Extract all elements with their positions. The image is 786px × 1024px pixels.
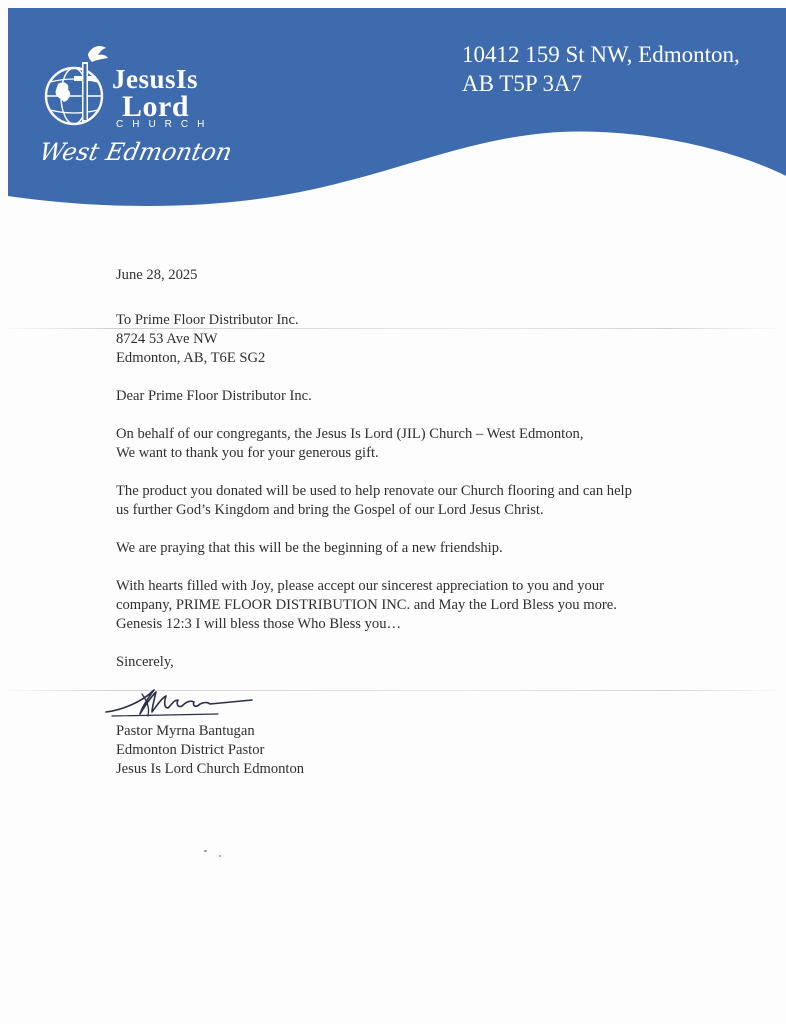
address-line-2: AB T5P 3A7 [462, 71, 583, 96]
letter-body [116, 266, 716, 779]
paragraph-line: We are praying that this will be the beginning of a new friendship. [116, 540, 503, 556]
paragraph-line: We want to thank you for your generous gift. [116, 445, 379, 461]
recipient-line: 8724 53 Ave NW [116, 331, 218, 347]
logo-text-lord: Lord [122, 90, 190, 123]
closing-word: Sincerely, [116, 654, 174, 670]
globe-cross-dove-icon [40, 40, 120, 140]
paragraph-line: The product you donated will be used to help renovate our Church flooring and can help [116, 483, 632, 499]
paragraph-line: us further God’s Kingdom and bring the Gospel of our Lord Jesus Christ. [116, 502, 544, 518]
signature [116, 672, 716, 722]
handwritten-signature-icon [102, 682, 262, 722]
body-paragraph [116, 577, 716, 634]
salutation: Dear Prime Floor Distributor Inc. [116, 388, 312, 404]
signer-title: Edmonton District Pastor [116, 742, 265, 758]
logo-text-church: CHURCH [116, 119, 214, 130]
paragraph-line: Genesis 12:3 I will bless those Who Bless you… [116, 616, 402, 632]
signer-block [116, 722, 716, 779]
paragraph-line: company, PRIME FLOOR DISTRIBUTION INC. and May the Lord Bless you more. [116, 597, 617, 613]
body-paragraph [116, 425, 716, 463]
church-logo [37, 40, 240, 180]
closing [116, 653, 716, 672]
scan-speck [204, 850, 207, 852]
signer-name: Pastor Myrna Bantugan [116, 723, 255, 739]
body-paragraph [116, 539, 716, 558]
logo-branch-script: West Edmonton [37, 138, 235, 166]
letter-date: June 28, 2025 [116, 267, 198, 283]
paragraph-line: With hearts filled with Joy, please accept our sincerest appreciation to you and your [116, 578, 605, 594]
recipient-line: To Prime Floor Distributor Inc. [116, 312, 299, 328]
scan-speck [219, 855, 221, 857]
logo-text-jesus-is: JesusIs [112, 64, 199, 94]
address-line-1: 10412 159 St NW, Edmonton, [462, 42, 740, 67]
paragraph-line: On behalf of our congregants, the Jesus Is Lord (JIL) Church – West Edmonton, [116, 426, 584, 442]
signer-organization: Jesus Is Lord Church Edmonton [116, 761, 305, 777]
recipient-address [116, 311, 716, 368]
church-address [462, 40, 740, 98]
recipient-line: Edmonton, AB, T6E SG2 [116, 350, 266, 366]
body-paragraph [116, 482, 716, 520]
